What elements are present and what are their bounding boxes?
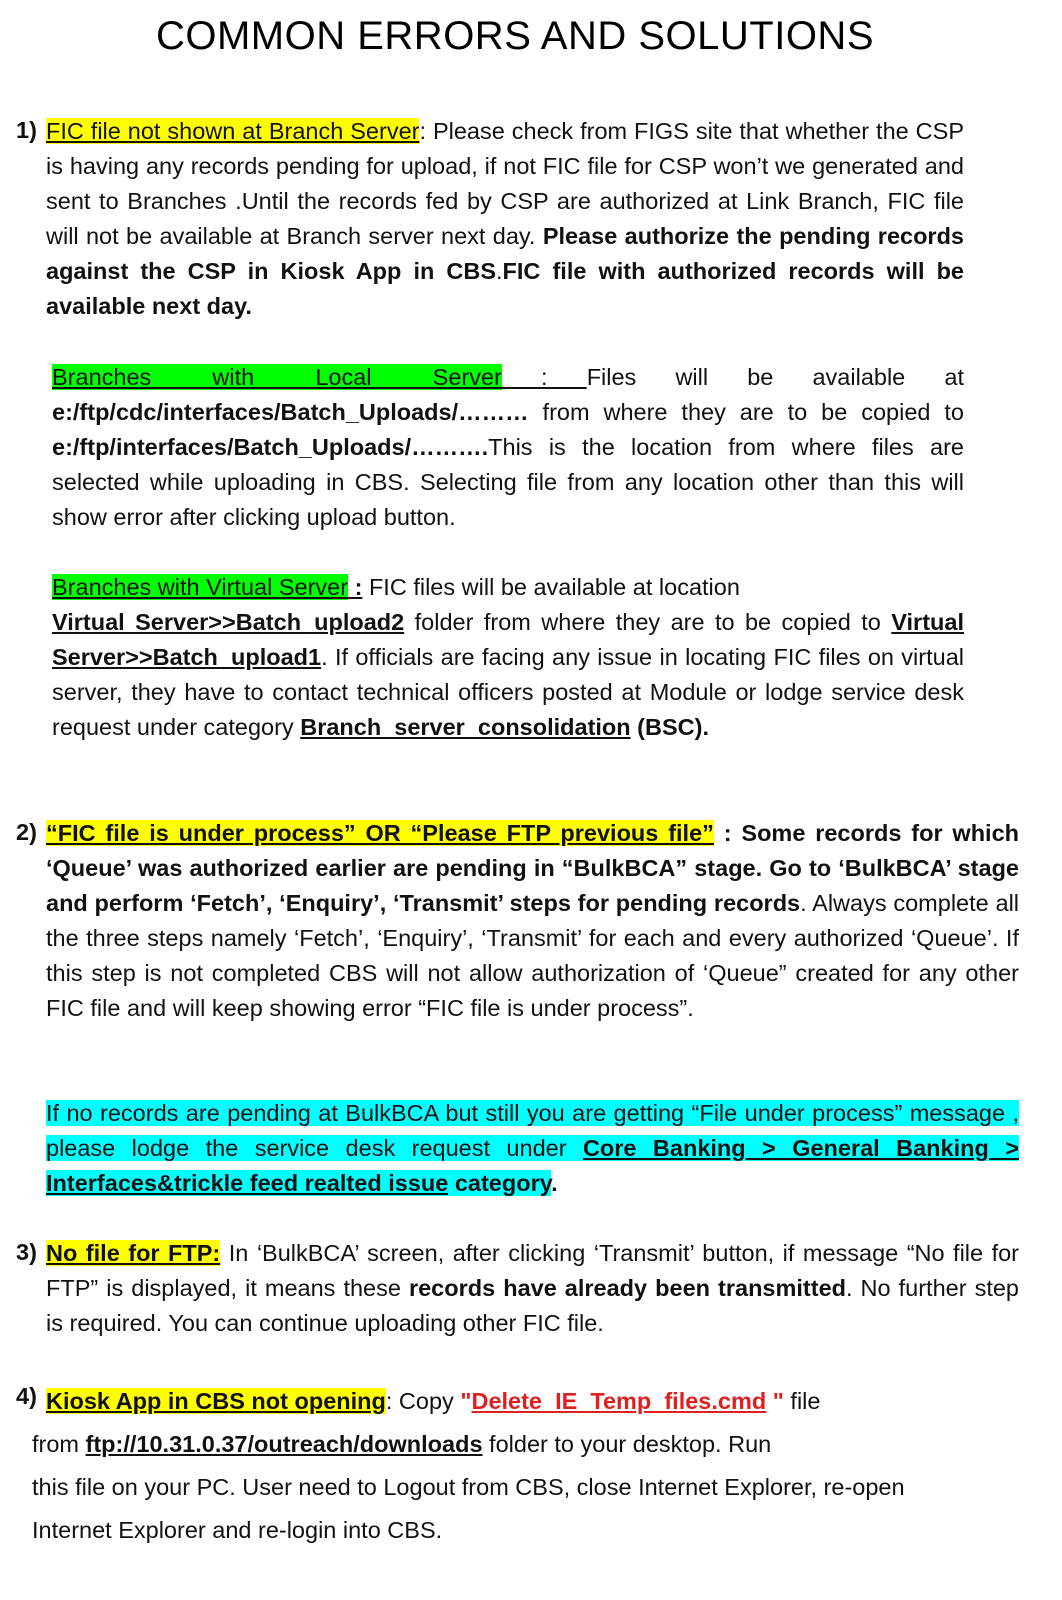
- section-4-text-3: from: [32, 1431, 86, 1457]
- section-3-bold-1: records have already been transmitted: [408, 1275, 846, 1301]
- section-4-body: [32, 1380, 1036, 1552]
- bulkbca-note-category: Core Banking > General Banking > Interfaces&trickle feed realted issue: [46, 1135, 1019, 1196]
- bulkbca-note-text-1: If no records are pending at BulkBCA but still you are getting “File under process” message , please lodge the service desk request under: [46, 1100, 1019, 1161]
- local-server-text-1: Files will be available at: [586, 364, 964, 390]
- local-server-path-1: e:/ftp/cdc/interfaces/Batch_Uploads/………: [52, 399, 529, 425]
- section-4-text-1: : Copy: [385, 1388, 461, 1414]
- bulkbca-note-text-2: category: [448, 1170, 552, 1196]
- virtual-server-text-4: (BSC).: [630, 714, 709, 740]
- section-2-bold-1: : Some records for which ‘Queue’ was authorized earlier are pending in “BulkBCA” stage. Go to ‘BulkBCA’ stage and perform ‘Fetch’, ‘Enquiry’, ‘Transmit’ steps for pending records: [46, 820, 1020, 916]
- virtual-server-colon: :: [348, 574, 363, 600]
- virtual-server-text-3: . If officials are facing any issue in locating FIC files on virtual server, they have to contact technical officers posted at Module or lodge service desk request under category: [52, 644, 964, 740]
- section-4-line-1: [46, 1380, 1036, 1423]
- virtual-server-category: Branch_server_consolidation: [300, 714, 631, 740]
- section-1-text-1: Please check from FIGS site that whether the CSP is having any records pending for upload, if not FIC file for CSP won’t we generated and sent to Branches .Until the records fed by CSP are authorized at Link Branch, FIC file will not be available at Branch server next day.: [46, 118, 964, 249]
- local-server-colon: :: [501, 364, 587, 390]
- bulkbca-note-dot: .: [551, 1170, 558, 1196]
- section-3-number: 3): [16, 1239, 37, 1265]
- local-server-text-2: from where they are to be copied to: [528, 399, 964, 425]
- bulkbca-note: [46, 1096, 1019, 1201]
- section-1-body: [46, 114, 964, 324]
- section-3-text-2: . No further step is required. You can continue uploading other FIC file.: [46, 1275, 1020, 1336]
- section-1-bold-1: Please authorize the pending records against the CSP in Kiosk App in CBS: [46, 223, 965, 284]
- section-4-heading: Kiosk App in CBS not opening: [46, 1388, 386, 1414]
- section-3-body: [46, 1236, 1019, 1341]
- section-4-quote-close: ": [766, 1388, 784, 1414]
- virtual-server-text-2: folder from where they are to be copied to: [404, 609, 892, 635]
- section-4-file-link[interactable]: Delete_IE_Temp_files.cmd: [471, 1388, 767, 1414]
- virtual-server-body: [52, 570, 964, 745]
- page-title: COMMON ERRORS AND SOLUTIONS: [155, 14, 874, 58]
- section-4-quote-open: ": [460, 1388, 472, 1414]
- virtual-server-heading: Branches with Virtual Server: [52, 574, 349, 600]
- section-4-ftp-link[interactable]: ftp://10.31.0.37/outreach/downloads: [85, 1431, 483, 1457]
- local-server-path-2: e:/ftp/interfaces/Batch_Uploads/……….: [52, 434, 489, 460]
- local-server-heading: Branches with Local Server: [52, 364, 502, 390]
- section-2-text-1: . Always complete all the three steps namely ‘Fetch’, ‘Enquiry’, ‘Transmit’ for each and every authorized ‘Queue’. If this step is not completed CBS will not allow authorization of ‘Queue” created for any other FIC file and will keep showing error “FIC file is under process”.: [46, 890, 1020, 1021]
- section-3-heading: No file for FTP:: [46, 1240, 221, 1266]
- section-4-line-3: this file on your PC. User need to Logout from CBS, close Internet Explorer, re-open: [32, 1474, 905, 1500]
- section-1-colon: :: [419, 118, 426, 144]
- section-4-line-2: [32, 1423, 1036, 1466]
- virtual-server-text-1: FIC files will be available at location: [362, 574, 740, 600]
- section-2-number: 2): [16, 819, 37, 845]
- section-3-text-1: In ‘BulkBCA’ screen, after clicking ‘Transmit’ button, if message “No file for FTP” is displayed, it means these: [46, 1240, 1020, 1301]
- virtual-server-location-2: Virtual Server>>Batch_upload1: [52, 609, 964, 670]
- section-4-text-2: file: [783, 1388, 821, 1414]
- section-4-line-4: Internet Explorer and re-login into CBS.: [32, 1517, 443, 1543]
- section-4-text-4: folder to your desktop. Run: [482, 1431, 772, 1457]
- local-server-text-3: This is the location from where files are selected while uploading in CBS. Selecting file from any location other than this will show error after clicking upload button.: [52, 434, 964, 530]
- section-1-heading: FIC file not shown at Branch Server: [46, 118, 420, 144]
- section-1-text-2: .: [496, 258, 503, 284]
- section-2-body: [46, 816, 1019, 1026]
- section-2-heading: “FIC file is under process” OR “Please FTP previous file”: [46, 820, 714, 846]
- section-1-bold-2: FIC file with authorized records will be available next day.: [46, 258, 964, 319]
- section-1-number: 1): [16, 117, 37, 143]
- local-server-body: [52, 360, 964, 535]
- virtual-server-location-1: Virtual Server>>Batch_upload2: [52, 609, 405, 635]
- section-4-number: 4): [16, 1383, 37, 1409]
